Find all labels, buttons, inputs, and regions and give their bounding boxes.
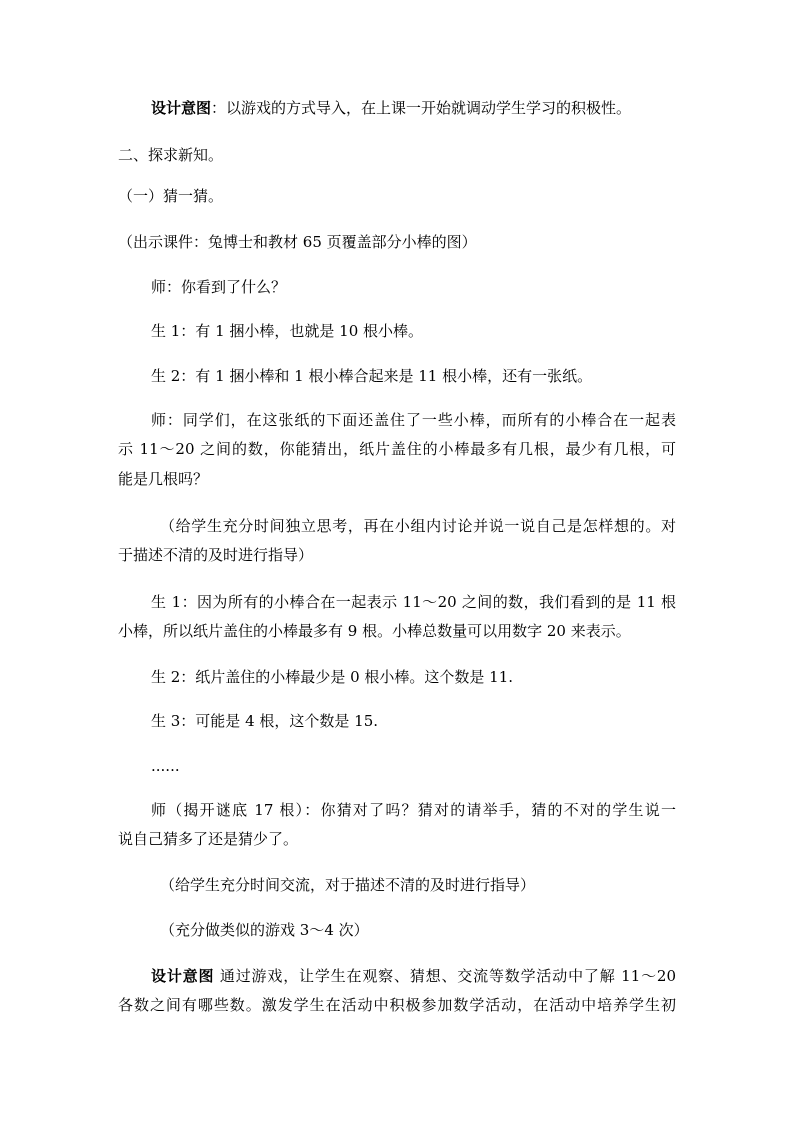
teacher-reveal-line: 师（揭开谜底 17 根）：你猜对了吗？猜对的请举手，猜的不对的学生说一 xyxy=(151,801,676,819)
design-intent-paragraph-1 xyxy=(151,98,631,118)
teacher-question-line: 能是几根吗？ xyxy=(118,470,209,488)
instruction-note-line: （给学生充分时间交流，对于描述不清的及时进行指导） xyxy=(160,876,536,894)
design-intent-text: ：以游戏的方式导入，在上课一开始就调动学生学习的积极性。 xyxy=(211,99,632,117)
design-intent-text: 通过游戏，让学生在观察、猜想、交流等数学活动中了解 11～20 xyxy=(214,967,676,985)
ellipsis: ...... xyxy=(151,757,180,775)
teacher-question-line: 示 11～20 之间的数，你能猜出，纸片盖住的小棒最多有几根，最少有几根，可 xyxy=(118,440,676,458)
design-intent-label: 设计意图 xyxy=(151,967,215,985)
instruction-note-line: 于描述不清的及时进行指导） xyxy=(118,546,314,564)
section-heading: 二、探求新知。 xyxy=(118,146,224,164)
student-line: 生 2：有 1 捆小棒和 1 根小棒合起来是 11 根小棒，还有一张纸。 xyxy=(151,367,593,385)
teacher-question-line: 师：同学们，在这张纸的下面还盖住了一些小棒，而所有的小棒合在一起表 xyxy=(151,411,676,429)
teacher-line: 师：你看到了什么？ xyxy=(151,278,287,296)
design-intent-label: 设计意图 xyxy=(151,99,212,117)
student-answer-line: 生 1：因为所有的小棒合在一起表示 11～20 之间的数，我们看到的是 11 根 xyxy=(151,593,676,611)
courseware-note: （出示课件：兔博士和教材 65 页覆盖部分小棒的图） xyxy=(118,233,477,251)
design-intent-text-line: 各数之间有哪些数。激发学生在活动中积极参加数学活动，在活动中培养学生初 xyxy=(118,996,676,1014)
design-intent-paragraph-2 xyxy=(151,966,676,986)
student-answer-line: 小棒，所以纸片盖住的小棒最多有 9 根。小棒总数量可以用数字 20 来表示。 xyxy=(118,622,631,640)
student-line: 生 3：可能是 4 根，这个数是 15. xyxy=(151,712,379,730)
student-line: 生 1：有 1 捆小棒，也就是 10 根小棒。 xyxy=(151,322,424,340)
subsection-heading: （一）猜一猜。 xyxy=(118,187,224,205)
teacher-reveal-line: 说自己猜多了还是猜少了。 xyxy=(118,830,299,848)
instruction-note-line: （充分做类似的游戏 3～4 次） xyxy=(160,921,369,939)
instruction-note-line: （给学生充分时间独立思考，再在小组内讨论并说一说自己是怎样想的。对 xyxy=(160,517,676,535)
student-line: 生 2：纸片盖住的小棒最少是 0 根小棒。这个数是 11. xyxy=(151,668,514,686)
